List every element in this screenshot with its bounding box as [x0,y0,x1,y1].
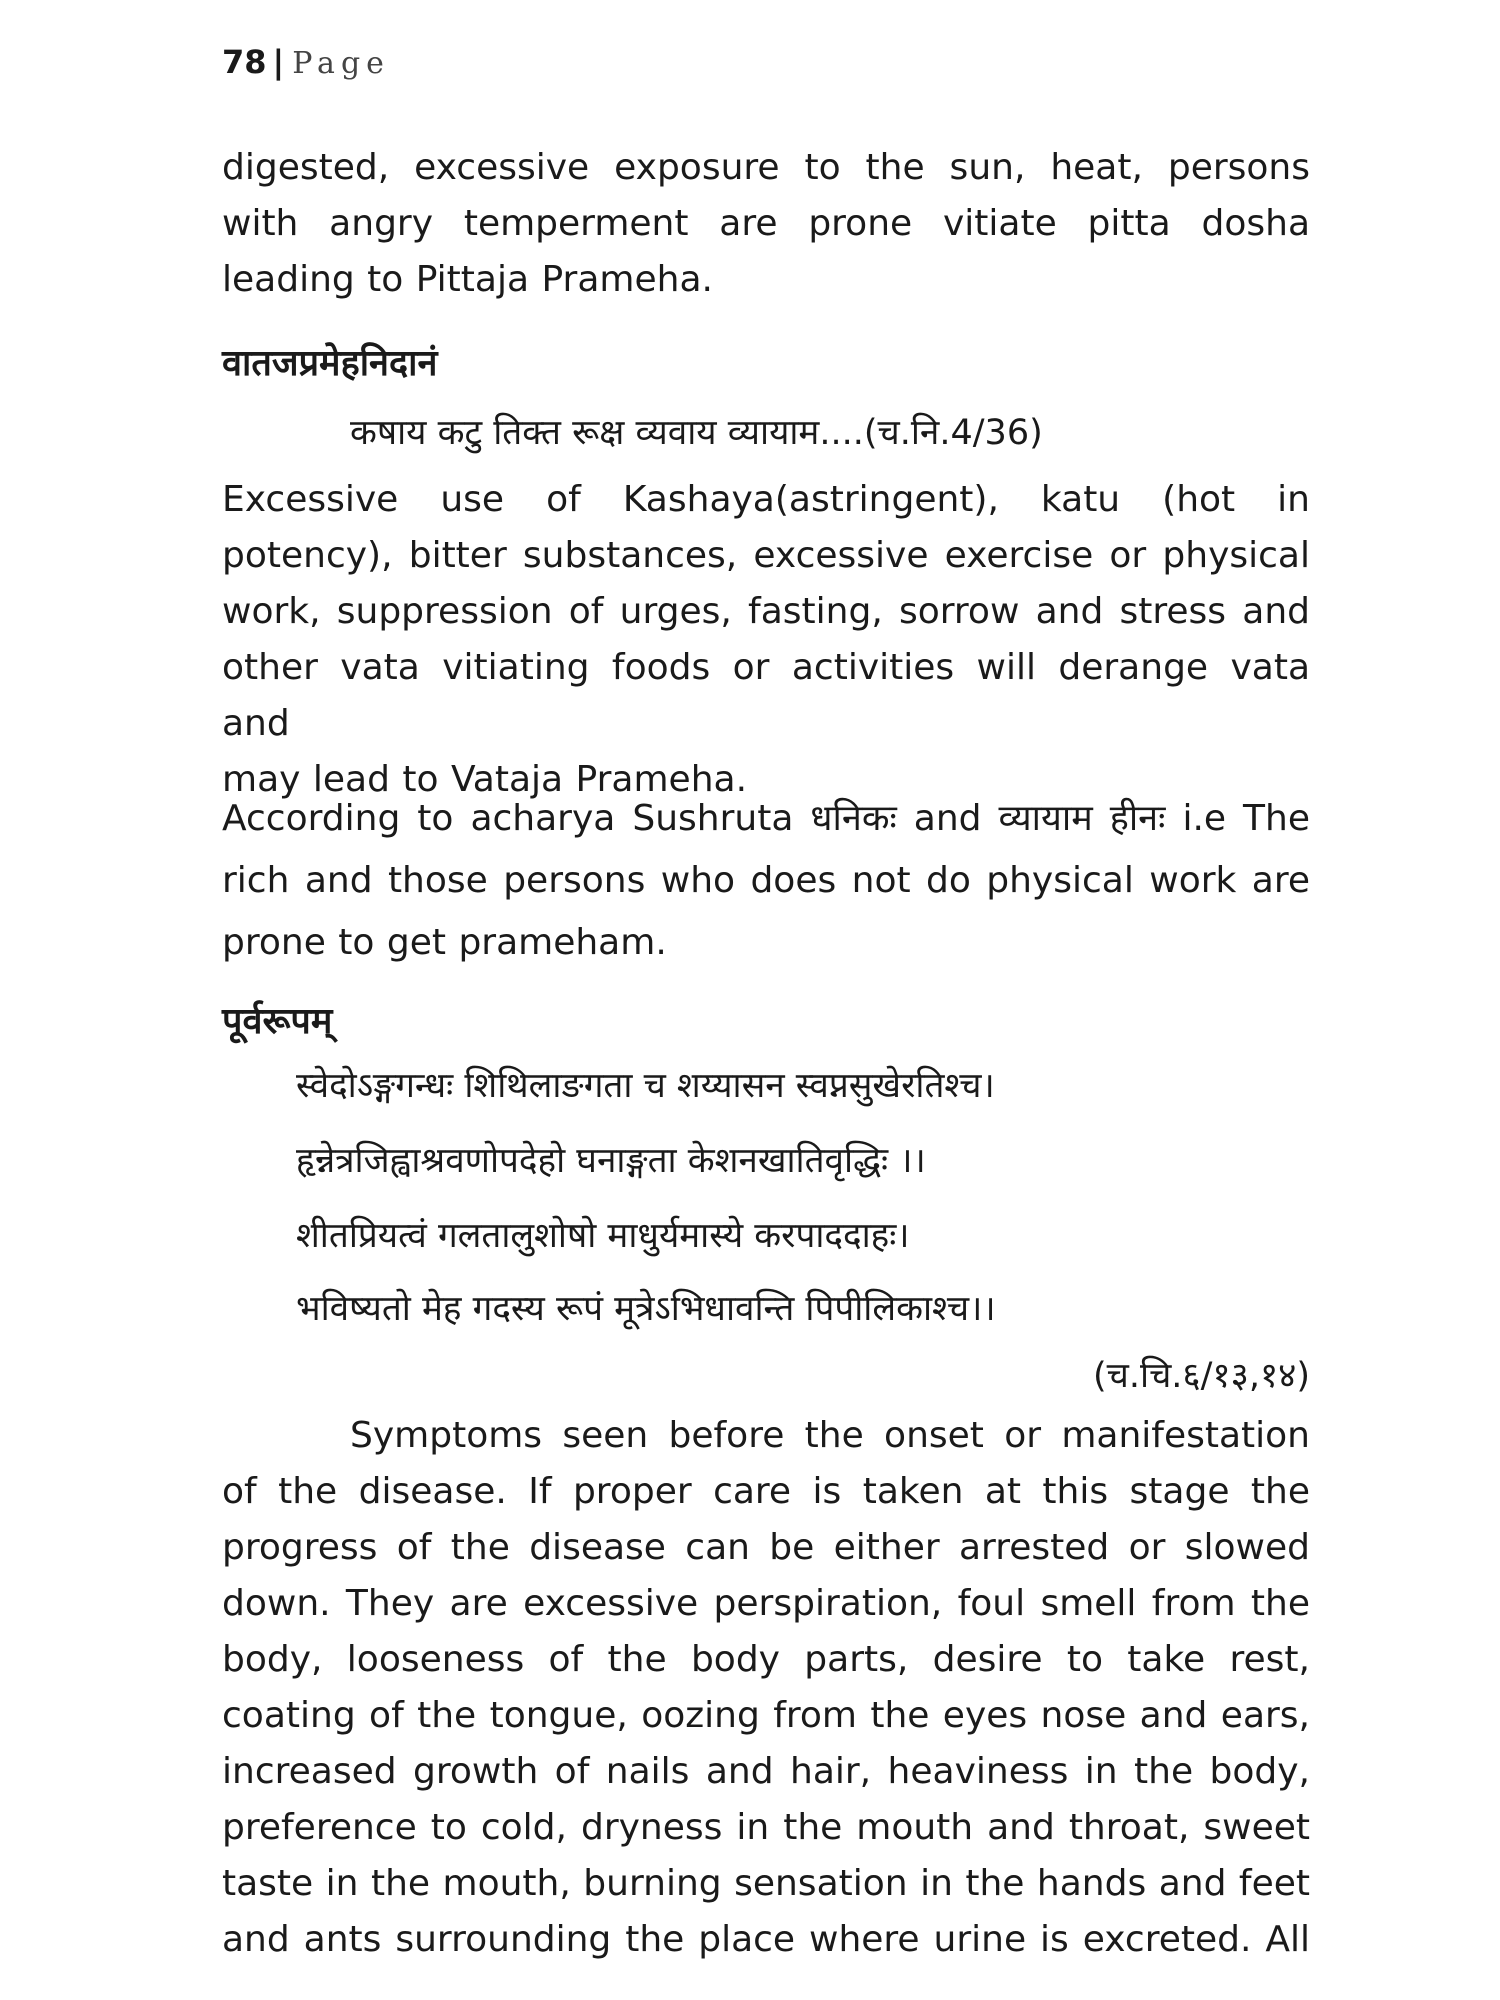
header-separator: | [272,43,285,81]
paragraph-pitta-causes [222,140,1310,308]
paragraph-purvarupa [222,1408,1310,1968]
verse-line-3: शीतप्रियत्वं गलतालुशोषो माधुर्यमास्ये करपाददाहः। [296,1216,910,1256]
text-line: Symptoms seen before the onset or manifestation [350,1415,1310,1456]
text-line: work, suppression of urges, fasting, sorrow and stress and [222,591,1310,632]
text-line: Excessive use of Kashaya(astringent), katu (hot in [222,479,1310,520]
text-line: body, looseness of the body parts, desire to take rest, [222,1639,1310,1680]
page-header [222,42,390,84]
text-line: digested, excessive exposure to the sun, heat, persons [222,147,1310,188]
text-line: preference to cold, dryness in the mouth and throat, sweet [222,1807,1310,1848]
paragraph-sushruta [222,788,1310,974]
text-line: According to acharya Sushruta धनिकः and व्यायाम हीनः i.e The [222,798,1310,839]
text-line: coating of the tongue, oozing from the eyes nose and ears, [222,1695,1310,1736]
verse-citation: (च.चि.६/१३,१४) [1093,1356,1310,1396]
text-line: with angry temperment are prone vitiate pitta dosha [222,203,1310,244]
verse-line-2: हृन्नेत्रजिह्वाश्रवणोपदेहो घनाङ्गता केशनखातिवृद्धिः ।। [296,1141,926,1181]
text-line: potency), bitter substances, excessive exercise or physical [222,535,1310,576]
text-line: rich and those persons who does not do physical work are [222,860,1310,901]
page-label: Page [292,46,390,81]
text-line: increased growth of nails and hair, heaviness in the body, [222,1751,1310,1792]
text-line: of the disease. If proper care is taken at this stage the [222,1471,1310,1512]
section-heading-vataja: वातजप्रमेहनिदानं [222,343,438,384]
text-line: leading to Pittaja Prameha. [222,259,713,300]
text-line: other vata vitiating foods or activities will derange vata and [222,647,1310,744]
verse-vataja: कषाय कटु तिक्त रूक्ष व्यवाय व्यायाम....(च.नि.4/36) [350,413,1043,453]
text-line: and ants surrounding the place where urine is excreted. All [222,1919,1310,1960]
text-line: taste in the mouth, burning sensation in the hands and feet [222,1863,1310,1904]
text-line: may lead to Vataja Prameha. [222,759,748,800]
paragraph-vataja [222,472,1310,808]
page-number: 78 [222,43,267,81]
text-line: prone to get prameham. [222,922,667,963]
verse-line-1: स्वेदोऽङ्गगन्धः शिथिलाङगता च शय्यासन स्वप्नसुखेरतिश्च। [296,1066,995,1106]
text-line: progress of the disease can be either arrested or slowed [222,1527,1310,1568]
section-heading-purvarupa: पूर्वरूपम् [222,1001,333,1042]
text-line: down. They are excessive perspiration, foul smell from the [222,1583,1310,1624]
verse-line-4: भविष्यतो मेह गदस्य रूपं मूत्रेऽभिधावन्ति पिपीलिकाश्च।। [296,1289,996,1329]
